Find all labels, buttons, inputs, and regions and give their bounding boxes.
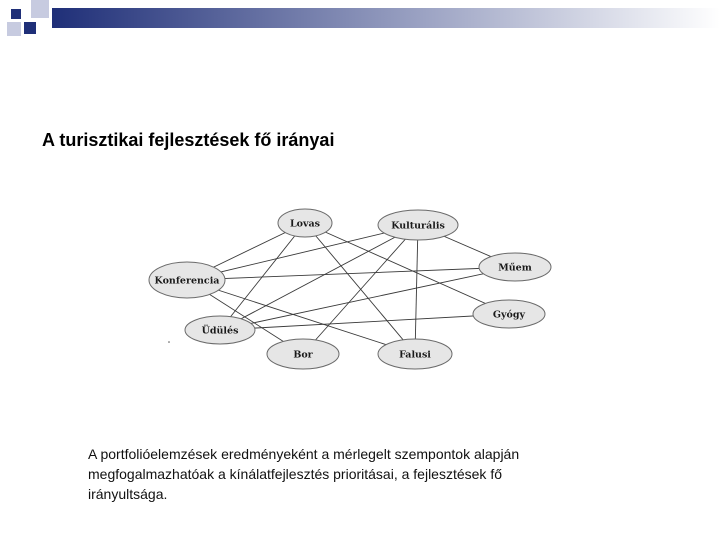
edge-kulturalis-falusi: [415, 225, 418, 354]
logo-squares: [0, 0, 56, 44]
caption-text: [88, 444, 648, 504]
edge-udules-gyogy: [220, 314, 509, 330]
node-lovas: [278, 209, 332, 237]
node-label-falusi: Falusi: [399, 349, 431, 361]
edge-kulturalis-bor: [303, 225, 418, 354]
square-dark-2: [24, 22, 36, 34]
square-light-2: [7, 22, 21, 36]
header-gradient-bar: [0, 0, 720, 44]
node-falusi: [378, 339, 452, 369]
edge-udules-mujem: [220, 267, 515, 330]
node-label-lovas: Lovas: [289, 218, 321, 230]
square-light-1: [31, 0, 49, 18]
stray-dot: [168, 341, 170, 343]
caption-line-2: megfogalmazhatóak a kínálatfejlesztés prioritásai, a fejlesztések fő: [88, 466, 502, 482]
tourism-network-diagram: [140, 198, 570, 378]
node-gyogy: [473, 300, 545, 328]
square-dark-1: [11, 9, 21, 19]
node-kulturalis: [378, 210, 458, 240]
node-bor: [267, 339, 339, 369]
node-label-gyogy: Gyógy: [492, 309, 526, 321]
node-konferencia: [149, 262, 225, 298]
node-mujem: [479, 253, 551, 281]
caption-line-1: A portfolióelemzések eredményeként a mérlegelt szempontok alapján: [88, 446, 520, 462]
node-label-bor: Bor: [293, 349, 313, 361]
slide-title: A turisztikai fejlesztések fő irányai: [42, 130, 335, 150]
nodes-group: [149, 209, 551, 369]
node-label-konferencia: Konferencia: [154, 275, 220, 287]
node-label-udules: Üdülés: [201, 325, 239, 337]
node-label-mujem: Műem: [498, 262, 532, 274]
network-svg: [140, 198, 570, 378]
node-udules: [185, 316, 255, 344]
edge-lovas-falusi: [305, 223, 415, 354]
node-label-kulturalis: Kulturális: [391, 220, 445, 232]
caption-line-3: irányultsága.: [88, 486, 168, 502]
header-bar: [0, 0, 720, 44]
